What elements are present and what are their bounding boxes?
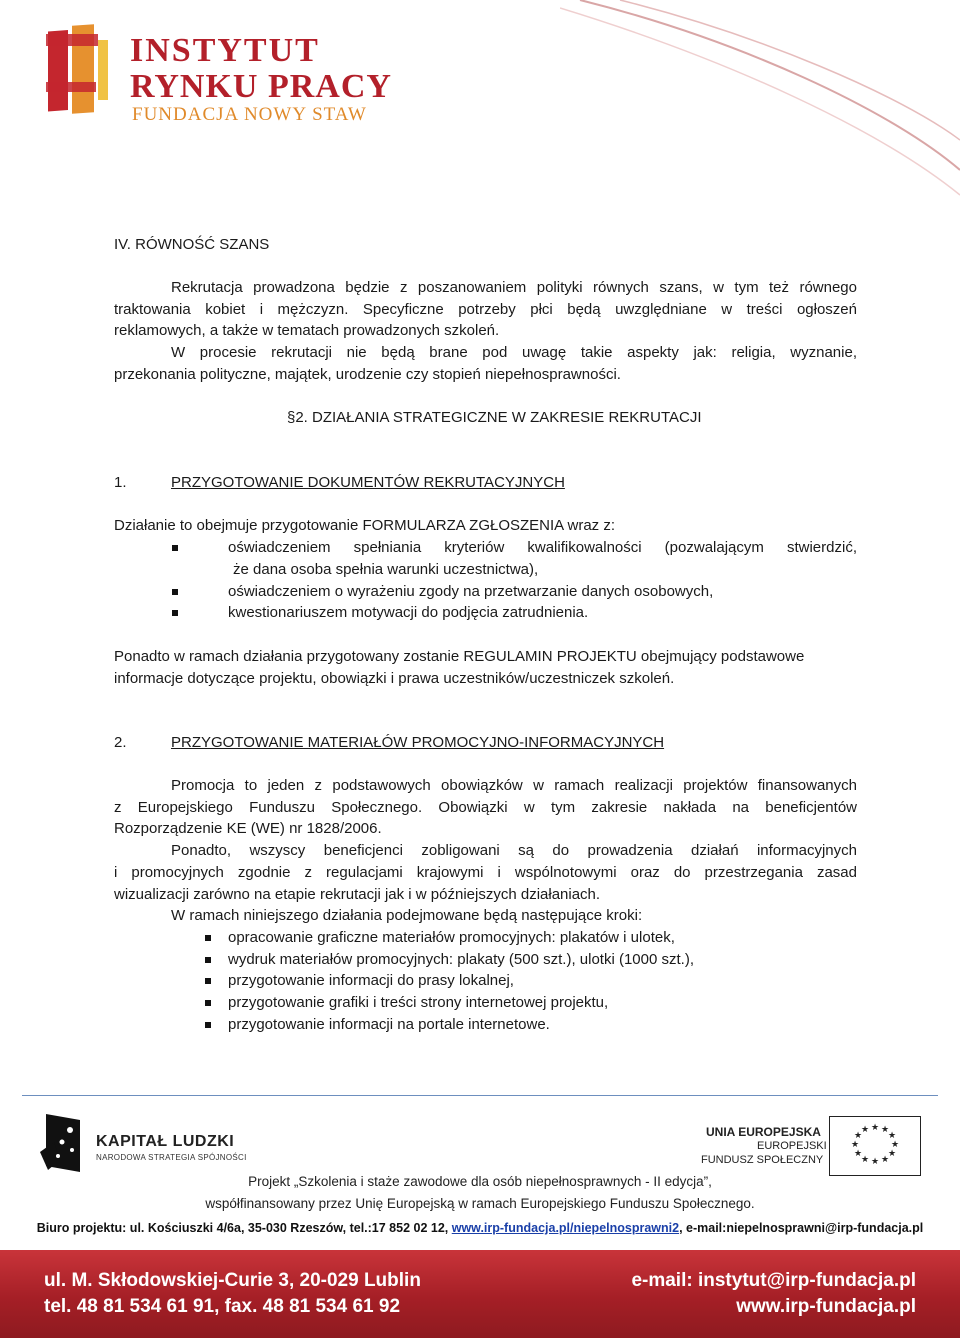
- list-item: opracowanie graficzne materiałów promocyjnych: plakatów i ulotek,: [228, 929, 675, 946]
- footer-divider: [22, 1095, 938, 1096]
- section-heading-rownosc-szans: IV. RÓWNOŚĆ SZANS: [114, 236, 270, 253]
- bullet-icon: [205, 978, 211, 984]
- paragraph-line: reklamowych, a także w tematach prowadzonych szkoleń.: [114, 322, 500, 339]
- eu-flag-icon: [829, 1116, 921, 1176]
- kapital-ludzki-logo-icon: [40, 1112, 86, 1176]
- svg-text:★: ★: [870, 1157, 880, 1167]
- svg-text:★: ★: [870, 1123, 880, 1133]
- svg-text:★: ★: [850, 1140, 860, 1150]
- bullet-icon: [205, 957, 211, 963]
- paragraph-heading-dzialania: §2. DZIAŁANIA STRATEGICZNE W ZAKRESIE REKRUTACJI: [287, 409, 702, 426]
- office-address: [0, 1221, 960, 1235]
- paragraph-line: i promocyjnych zgodnie z regulacjami krajowymi i wspólnotowymi oraz do przestrzegania zasad: [114, 864, 857, 881]
- svg-text:★: ★: [880, 1125, 890, 1135]
- bullet-icon: [205, 1000, 211, 1006]
- logo-text-rynku-pracy: RYNKU PRACY: [130, 68, 392, 105]
- svg-text:★: ★: [860, 1125, 870, 1135]
- logo-text-fundacja: FUNDACJA NOWY STAW: [132, 104, 367, 125]
- footer-contact-band: [0, 1250, 960, 1338]
- eu-label-line2: EUROPEJSKI: [757, 1140, 827, 1152]
- paragraph-line: wizualizacji zarówno na etapie rekrutacji jak i w późniejszych działaniach.: [114, 886, 601, 903]
- paragraph-line: Ponadto w ramach działania przygotowany zostanie REGULAMIN PROJEKTU obejmujący podstawowe: [114, 648, 805, 665]
- irp-logo-mark: [40, 22, 140, 127]
- bullet-icon: [172, 610, 178, 616]
- list-item: przygotowanie informacji na portale internetowe.: [228, 1016, 550, 1033]
- kapital-ludzki-title: KAPITAŁ LUDZKI: [96, 1133, 235, 1150]
- list-item: oświadczeniem spełniania kryteriów kwalifikowalności (pozwalającym stwierdzić,: [228, 539, 857, 556]
- bullet-icon: [172, 589, 178, 595]
- svg-text:★: ★: [887, 1149, 897, 1159]
- paragraph-line: Działanie to obejmuje przygotowanie FORMULARZA ZGŁOSZENIA wraz z:: [114, 517, 616, 534]
- bullet-icon: [205, 935, 211, 941]
- office-address-text: Biuro projektu: ul. Kościuszki 4/6a, 35-030 Rzeszów, tel.:17 852 02 12,: [36, 1221, 452, 1235]
- svg-text:★: ★: [887, 1131, 897, 1141]
- band-phone: tel. 48 81 534 61 91, fax. 48 81 534 61 92: [44, 1296, 401, 1317]
- eu-label-line3: FUNDUSZ SPOŁECZNY: [701, 1154, 824, 1166]
- paragraph-line: Rozporządzenie KE (WE) nr 1828/2006.: [114, 820, 382, 837]
- item-title-materialy: PRZYGOTOWANIE MATERIAŁÓW PROMOCYJNO-INFORMACYJNYCH: [171, 734, 665, 751]
- eu-label-line1: UNIA EUROPEJSKA: [706, 1125, 821, 1139]
- logo-text-instytut: INSTYTUT: [130, 32, 320, 69]
- paragraph-line: Promocja to jeden z podstawowych obowiązków w ramach realizacji projektów finansowanych: [171, 777, 857, 794]
- band-address: ul. M. Skłodowskiej-Curie 3, 20-029 Lublin: [44, 1270, 421, 1291]
- kapital-ludzki-subtitle: NARODOWA STRATEGIA SPÓJNOŚCI: [96, 1153, 247, 1162]
- svg-text:★: ★: [853, 1131, 863, 1141]
- bullet-icon: [172, 545, 178, 551]
- paragraph-line: traktowania kobiet i mężczyzn. Specyficzne potrzeby płci będą uwzględniane w treści ogłoszeń: [114, 301, 857, 318]
- bullet-icon: [205, 1022, 211, 1028]
- paragraph-line: przekonania polityczne, majątek, urodzenie czy stopień niepełnosprawności.: [114, 366, 621, 383]
- item-title-dokumenty: PRZYGOTOWANIE DOKUMENTÓW REKRUTACYJNYCH: [171, 474, 565, 491]
- paragraph-line: z Europejskiego Funduszu Społecznego. Obowiązki w tym zakresie nakłada na beneficjentów: [114, 799, 857, 816]
- svg-text:★: ★: [880, 1155, 890, 1165]
- band-email: e-mail: instytut@irp-fundacja.pl: [631, 1270, 916, 1291]
- band-website: www.irp-fundacja.pl: [736, 1296, 916, 1317]
- project-info-line2: współfinansowany przez Unię Europejską w ramach Europejskiego Funduszu Społecznego.: [205, 1196, 755, 1211]
- project-info-line1: Projekt „Szkolenia i staże zawodowe dla osób niepełnosprawnych - II edycja”,: [248, 1174, 712, 1189]
- list-number: 2.: [114, 734, 127, 751]
- paragraph-line: Rekrutacja prowadzona będzie z poszanowaniem polityki równych szans, w tym też równego: [171, 279, 857, 296]
- list-item: kwestionariuszem motywacji do podjęcia zatrudnienia.: [228, 604, 589, 621]
- paragraph-line: W ramach niniejszego działania podejmowane będą następujące kroki:: [171, 907, 643, 924]
- office-email-text: , e-mail:niepelnosprawni@irp-fundacja.pl: [679, 1221, 924, 1235]
- list-item: przygotowanie informacji do prasy lokalnej,: [228, 972, 514, 989]
- svg-text:★: ★: [860, 1155, 870, 1165]
- list-item: oświadczeniem o wyrażeniu zgody na przetwarzanie danych osobowych,: [228, 583, 714, 600]
- list-item-continuation: że dana osoba spełnia warunki uczestnictwa),: [233, 561, 539, 578]
- list-item: przygotowanie grafiki i treści strony internetowej projektu,: [228, 994, 609, 1011]
- project-website-link[interactable]: www.irp-fundacja.pl/niepelnosprawni2: [451, 1221, 680, 1235]
- list-item: wydruk materiałów promocyjnych: plakaty (500 szt.), ulotki (1000 szt.),: [228, 951, 695, 968]
- svg-text:★: ★: [890, 1140, 900, 1150]
- paragraph-line: Ponadto, wszyscy beneficjenci zobligowani są do prowadzenia działań informacyjnych: [171, 842, 857, 859]
- list-number: 1.: [114, 474, 127, 491]
- paragraph-line: W procesie rekrutacji nie będą brane pod uwagę takie aspekty jak: religia, wyznanie,: [171, 344, 857, 361]
- svg-text:★: ★: [853, 1149, 863, 1159]
- header-swoosh-graphic: [560, 0, 960, 200]
- paragraph-line: informacje dotyczące projektu, obowiązki i prawa uczestników/uczestniczek szkoleń.: [114, 670, 675, 687]
